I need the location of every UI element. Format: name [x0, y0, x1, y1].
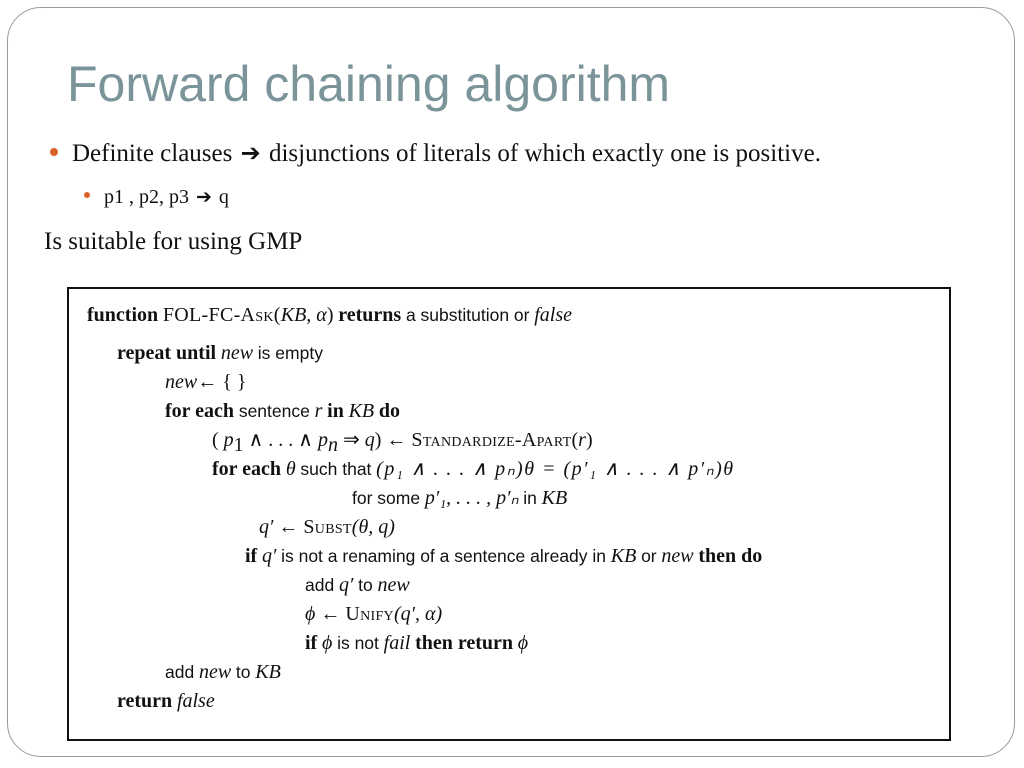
algo-subst — [259, 515, 395, 540]
algo-foreach-theta — [212, 457, 735, 482]
bullet-p-implies-q — [84, 186, 229, 209]
false-value: false — [534, 304, 573, 326]
algorithm-box — [67, 287, 951, 741]
subst-fn: Subst — [303, 516, 352, 538]
gmp-note: Is suitable for using GMP — [44, 228, 303, 255]
then-return-keyword: then return — [415, 632, 514, 654]
assign-arrow: ← — [273, 516, 304, 538]
arg-close: ) — [585, 429, 593, 451]
bullet2-lead: p1 , p2, p3 — [104, 186, 189, 208]
bullet-definite-clauses — [50, 139, 821, 168]
bullet-dot-icon — [50, 148, 58, 156]
algo-add-qprime — [305, 573, 410, 598]
right-arrow-icon: ➔ — [240, 139, 261, 167]
arg-open: ( — [571, 429, 579, 451]
theta-var: θ — [285, 458, 296, 480]
algo-for-some — [352, 486, 567, 511]
algo-unify — [305, 602, 442, 627]
algo-standardize — [212, 428, 593, 456]
for-each-keyword: for each — [165, 400, 235, 422]
standardize-apart-fn: Standardize-Apart — [411, 429, 572, 451]
if-keyword: if — [245, 545, 258, 567]
repeat-keyword: repeat until — [117, 342, 217, 364]
function-name: FOL-FC-Ask( — [162, 304, 281, 326]
repeat-text: is empty — [257, 343, 323, 363]
algo-return — [117, 689, 215, 714]
p1-var: p — [223, 429, 234, 451]
algo-if-fail — [305, 631, 528, 656]
new-var: new — [198, 661, 232, 683]
returns-keyword: returns — [338, 304, 402, 326]
p1-subscript: 1 — [233, 433, 244, 456]
assign-empty: ← { } — [197, 371, 247, 393]
implies-symbol: ⇒ — [337, 429, 365, 451]
q-prime-var: q′ — [259, 516, 274, 538]
subst-args: (θ, q) — [351, 516, 395, 538]
q-var: q — [364, 429, 375, 451]
returns-text: a substitution or — [405, 305, 530, 325]
r-var: r — [314, 400, 323, 422]
unify-fn: Unify — [345, 603, 394, 625]
r-var: r — [578, 429, 586, 451]
pn-subscript: n — [327, 433, 338, 456]
then-do-keyword: then do — [698, 545, 763, 567]
if-keyword: if — [305, 632, 318, 654]
kb-var: KB — [255, 661, 281, 683]
kb-var: KB — [348, 400, 375, 422]
right-arrow-icon: ➔ — [196, 186, 212, 208]
algo-add-new-kb — [165, 660, 281, 685]
q-prime-var: q′ — [338, 574, 354, 596]
add-text: add — [305, 575, 335, 595]
kb-var: KB — [610, 545, 637, 567]
paren-open: ( — [212, 429, 224, 451]
phi-var: ϕ — [305, 603, 316, 625]
bullet1-rest: disjunctions of literals of which exactly one is positive. — [268, 140, 821, 167]
or-text: or — [641, 546, 657, 566]
phi-var: ϕ — [321, 632, 333, 654]
new-var: new — [377, 574, 410, 596]
unify-args: (q′, α) — [393, 603, 443, 625]
function-keyword: function — [87, 304, 159, 326]
such-that-text: such that — [300, 459, 372, 479]
algo-repeat — [117, 341, 323, 366]
bullet2-rest: q — [218, 186, 229, 208]
add-text: add — [165, 662, 195, 682]
false-value: false — [176, 690, 215, 712]
renaming-text: is not a renaming of a sentence already in — [281, 546, 607, 566]
phi-var: ϕ — [517, 632, 529, 654]
primed-premises: p′₁, . . . , p′ₙ — [424, 487, 519, 509]
for-each-keyword: for each — [212, 458, 282, 480]
assign-arrow: ← — [315, 603, 346, 625]
bullet-dot-icon — [84, 192, 90, 198]
in-text: in — [523, 488, 537, 508]
algo-header — [87, 303, 572, 328]
fail-value: fail — [383, 632, 411, 654]
do-keyword: do — [378, 400, 401, 422]
algo-foreach-sentence — [165, 399, 400, 424]
kb-var: KB — [541, 487, 568, 509]
pn-var: p — [317, 429, 328, 451]
new-var: new — [661, 545, 694, 567]
unify-condition: (p₁ ∧ . . . ∧ pₙ)θ = (p′₁ ∧ . . . ∧ p′ₙ)θ — [376, 458, 735, 480]
q-prime-var: q′ — [261, 545, 277, 567]
new-var: new — [165, 371, 198, 393]
to-text: to — [235, 662, 251, 682]
slide-title: Forward chaining algorithm — [67, 56, 671, 112]
conjunction-ellipsis: ∧ . . . ∧ — [243, 429, 318, 451]
function-args: KB, α — [280, 304, 327, 326]
function-close: ) — [326, 304, 334, 326]
in-keyword: in — [327, 400, 344, 422]
algo-if-renaming — [245, 544, 762, 569]
return-keyword: return — [117, 690, 173, 712]
sentence-text: sentence — [238, 401, 310, 421]
is-not-text: is not — [337, 633, 379, 653]
paren-close-assign: ) ← — [374, 429, 412, 451]
new-var: new — [220, 342, 254, 364]
to-text: to — [358, 575, 373, 595]
for-some-text: for some — [352, 488, 421, 508]
bullet1-lead: Definite clauses — [72, 140, 233, 167]
algo-new-init — [165, 370, 246, 395]
